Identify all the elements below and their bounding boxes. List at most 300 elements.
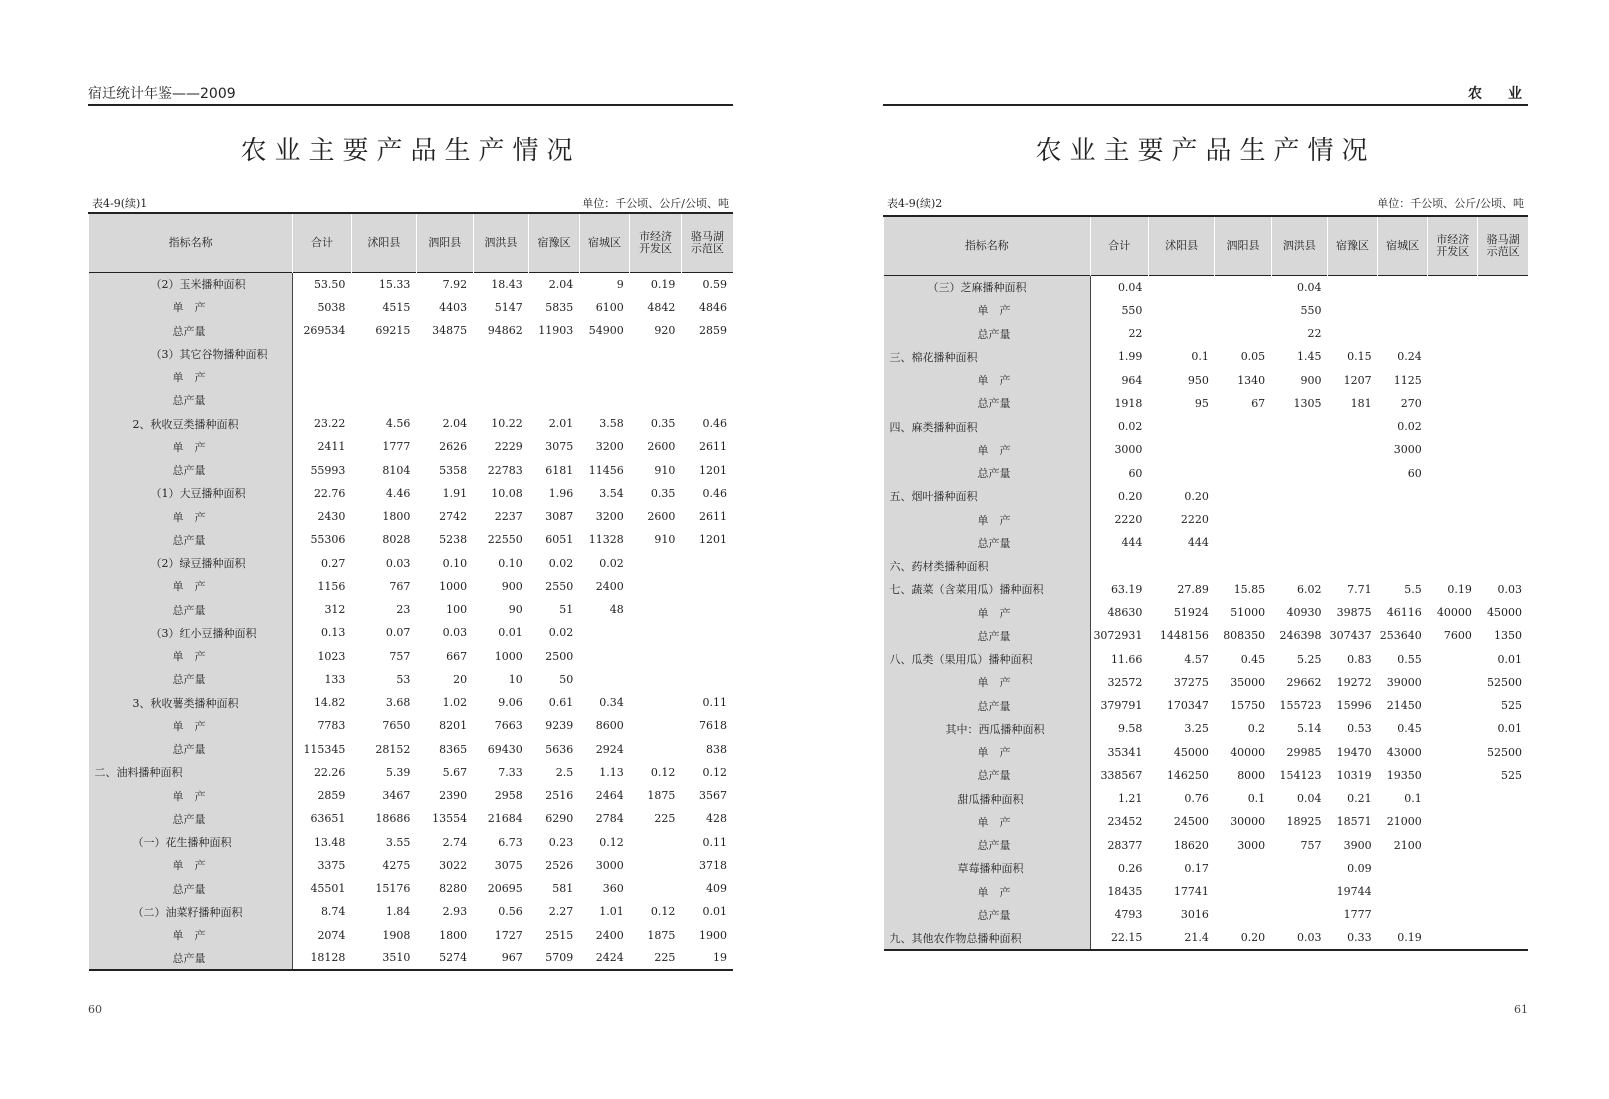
table-cell <box>1271 438 1327 461</box>
table-cell: 19350 <box>1386 768 1422 782</box>
table-cell <box>1428 531 1478 554</box>
table-cell: 3000 <box>1237 838 1266 852</box>
table-cell: 1201 <box>699 463 727 477</box>
row-label: 三、棉花播种面积 <box>884 345 1091 368</box>
table-cell <box>1428 927 1478 950</box>
table-cell <box>293 342 352 365</box>
column-header: 泗阳县 <box>416 213 473 273</box>
table-cell: 6.02 <box>1296 582 1322 596</box>
table-cell: 428 <box>706 812 727 826</box>
table-row <box>884 694 1529 717</box>
table-cell: 1777 <box>382 440 411 454</box>
row-label: 单 产 <box>89 854 293 877</box>
table-cell: 1875 <box>647 928 676 942</box>
table-cell <box>1428 392 1478 415</box>
table-cell: 63651 <box>310 812 346 826</box>
table-cell: 5709 <box>545 951 574 965</box>
table-cell: 0.10 <box>498 556 523 570</box>
table-cell: 1.13 <box>599 765 624 779</box>
table-cell: 1.21 <box>1117 792 1143 806</box>
table-cell: 55306 <box>310 533 346 547</box>
table-cell: 2600 <box>647 440 676 454</box>
table-cell <box>681 366 733 389</box>
table-cell: 3200 <box>595 440 624 454</box>
table-cell: 6100 <box>595 300 624 314</box>
table-cell: 45501 <box>310 882 346 896</box>
row-label: （二）油菜籽播种面积 <box>89 900 293 923</box>
table-cell: 3.55 <box>385 835 411 849</box>
table-row <box>884 369 1529 392</box>
table-cell: 0.02 <box>548 626 574 640</box>
table-cell <box>630 854 682 877</box>
table-cell <box>681 575 733 598</box>
table-cell: 1875 <box>647 789 676 803</box>
table-cell: 1023 <box>317 649 346 663</box>
table-cell: 51 <box>559 603 574 617</box>
column-header: 沭阳县 <box>351 213 416 273</box>
table-cell: 7783 <box>317 719 346 733</box>
table-cell: 0.04 <box>1296 792 1322 806</box>
table-cell <box>1327 485 1377 508</box>
table-cell <box>1428 741 1478 764</box>
table-cell <box>1271 415 1327 438</box>
row-label: 单 产 <box>89 505 293 528</box>
yearbook-title: 宿迁统计年鉴——2009 <box>88 86 236 102</box>
table-cell <box>416 366 473 389</box>
table-cell: 0.46 <box>702 486 727 500</box>
table-cell <box>1215 857 1271 880</box>
row-label: 总产量 <box>884 764 1091 787</box>
table-cell: 3075 <box>545 440 574 454</box>
table-cell: 3375 <box>317 858 346 872</box>
table-cell: 3.58 <box>599 417 624 431</box>
table-cell: 63.19 <box>1110 582 1143 596</box>
table-cell: 5358 <box>439 463 468 477</box>
table-cell <box>630 738 682 761</box>
table-cell: 22.15 <box>1110 931 1143 945</box>
table-cell <box>1378 903 1428 926</box>
table-cell <box>351 366 416 389</box>
row-label: 总产量 <box>884 624 1091 647</box>
table-row <box>884 857 1529 880</box>
row-label: 总产量 <box>89 528 293 551</box>
table-cell: 0.12 <box>650 905 676 919</box>
table-cell: 40000 <box>1436 606 1472 620</box>
table-cell <box>1148 276 1214 299</box>
table-cell: 2515 <box>545 928 574 942</box>
row-label: 总产量 <box>89 598 293 621</box>
table-cell: 0.61 <box>548 696 574 710</box>
table-cell: 7.33 <box>498 765 523 779</box>
row-label: 总产量 <box>89 738 293 761</box>
table-cell <box>630 552 682 575</box>
table-cell <box>473 389 529 412</box>
table-cell: 133 <box>324 672 346 686</box>
table-row <box>884 671 1529 694</box>
row-label: 八、瓜类（果用瓜）播种面积 <box>884 648 1091 671</box>
table-row <box>89 761 734 784</box>
table-cell: 0.02 <box>599 556 624 570</box>
table-row <box>89 273 734 296</box>
table-row <box>884 903 1529 926</box>
table-cell: 0.07 <box>385 626 411 640</box>
table-cell: 146250 <box>1166 768 1209 782</box>
table-cell <box>1478 880 1528 903</box>
table-cell: 269534 <box>303 324 346 338</box>
table-cell <box>1478 485 1528 508</box>
table-cell: 39000 <box>1386 675 1422 689</box>
table-cell: 910 <box>654 533 676 547</box>
page-title: 农业主要产品生产情况 <box>1035 136 1376 166</box>
table-cell: 28152 <box>375 742 411 756</box>
table-cell: 21.4 <box>1184 931 1209 945</box>
table-cell: 28377 <box>1107 838 1143 852</box>
table-cell: 37275 <box>1173 675 1209 689</box>
table-cell: 2500 <box>545 649 574 663</box>
table-cell: 45000 <box>1173 745 1209 759</box>
table-cell <box>681 342 733 365</box>
table-cell: 967 <box>501 951 523 965</box>
table-cell <box>1327 299 1377 322</box>
table-cell: 246398 <box>1279 629 1322 643</box>
table-cell: 50 <box>559 672 574 686</box>
table-cell: 100 <box>446 603 468 617</box>
table-cell: 18128 <box>310 951 346 965</box>
table-cell: 0.13 <box>320 626 346 640</box>
table-cell: 15.85 <box>1233 582 1266 596</box>
row-label: 单 产 <box>884 671 1091 694</box>
table-cell: 1340 <box>1237 373 1266 387</box>
table-row <box>89 621 734 644</box>
table-cell <box>1271 508 1327 531</box>
table-cell: 51000 <box>1230 606 1266 620</box>
table-cell: 5835 <box>545 300 574 314</box>
table-cell: 0.02 <box>548 556 574 570</box>
table-cell: 1908 <box>382 928 411 942</box>
table-cell: 3016 <box>1180 908 1209 922</box>
table-cell: 0.03 <box>1497 582 1522 596</box>
table-cell <box>1478 903 1528 926</box>
table-cell: 1.02 <box>442 696 468 710</box>
table-cell: 0.20 <box>1184 489 1209 503</box>
running-head <box>883 84 1528 106</box>
column-header: 骆马湖 示范区 <box>681 213 733 273</box>
table-row <box>884 880 1529 903</box>
table-cell <box>1428 438 1478 461</box>
row-label: 单 产 <box>89 924 293 947</box>
table-cell: 0.83 <box>1347 652 1372 666</box>
table-cell: 5.5 <box>1404 582 1422 596</box>
table-cell: 3567 <box>699 789 727 803</box>
table-cell: 4846 <box>699 300 727 314</box>
table-cell: 20695 <box>487 882 523 896</box>
table-cell <box>681 598 733 621</box>
table-cell: 0.24 <box>1397 350 1422 364</box>
table-row <box>89 854 734 877</box>
table-cell: 757 <box>1300 838 1322 852</box>
row-label: 总产量 <box>89 807 293 830</box>
table-cell <box>473 366 529 389</box>
table-cell: 40000 <box>1230 745 1266 759</box>
table-cell: 22.26 <box>313 765 346 779</box>
table-cell: 2859 <box>317 789 346 803</box>
table-cell: 1727 <box>494 928 523 942</box>
table-cell: 18571 <box>1336 815 1372 829</box>
table-number: 表4-9(续)1 <box>92 197 148 210</box>
table-cell: 0.27 <box>320 556 346 570</box>
table-cell: 2464 <box>595 789 624 803</box>
table-cell <box>630 714 682 737</box>
table-cell: 525 <box>1501 699 1522 713</box>
table-cell: 48 <box>609 603 624 617</box>
table-cell <box>529 366 580 389</box>
column-header: 骆马湖 示范区 <box>1478 216 1528 276</box>
table-cell: 0.1 <box>1191 350 1209 364</box>
table-cell: 1156 <box>317 579 346 593</box>
table-cell <box>579 621 630 644</box>
table-cell: 4275 <box>382 858 411 872</box>
table-cell <box>630 831 682 854</box>
table-cell: 43000 <box>1386 745 1422 759</box>
table-cell: 1777 <box>1343 908 1372 922</box>
table-cell: 0.10 <box>442 556 468 570</box>
table-cell <box>681 552 733 575</box>
table-cell: 379791 <box>1100 699 1143 713</box>
table-cell <box>1478 345 1528 368</box>
table-cell: 35000 <box>1230 675 1266 689</box>
table-cell <box>630 366 682 389</box>
table-cell: 29985 <box>1286 745 1322 759</box>
table-cell <box>1428 345 1478 368</box>
table-cell: 2100 <box>1393 838 1422 852</box>
table-cell: 15.33 <box>378 277 411 291</box>
table-cell <box>1215 903 1271 926</box>
table-cell: 2958 <box>494 789 523 803</box>
table-cell: 7.71 <box>1347 582 1372 596</box>
table-cell: 115345 <box>303 742 346 756</box>
table-row <box>884 741 1529 764</box>
table-cell: 1.96 <box>548 486 574 500</box>
table-cell: 767 <box>389 579 411 593</box>
table-cell <box>1327 462 1377 485</box>
row-label: 总产量 <box>884 392 1091 415</box>
table-cell: 154123 <box>1279 768 1322 782</box>
table-cell: 2229 <box>494 440 523 454</box>
table-cell: 920 <box>654 324 676 338</box>
table-cell: 7650 <box>382 719 411 733</box>
table-row <box>884 392 1529 415</box>
table-cell: 39875 <box>1336 606 1372 620</box>
table-cell <box>1215 276 1271 299</box>
table-cell: 0.26 <box>1117 861 1143 875</box>
table-cell: 5.67 <box>442 765 468 779</box>
table-row <box>89 947 734 970</box>
table-row <box>89 412 734 435</box>
table-cell <box>1271 485 1327 508</box>
table-cell <box>1148 462 1214 485</box>
table-cell: 0.55 <box>1397 652 1422 666</box>
table-cell <box>1478 555 1528 578</box>
table-cell: 67 <box>1251 396 1266 410</box>
table-cell <box>630 598 682 621</box>
table-cell: 950 <box>1187 373 1209 387</box>
table-cell: 4.56 <box>385 417 411 431</box>
table-row <box>89 528 734 551</box>
table-cell: 2430 <box>317 510 346 524</box>
table-row <box>89 668 734 691</box>
row-label: 总产量 <box>884 462 1091 485</box>
table-cell <box>579 342 630 365</box>
row-label: 总产量 <box>89 947 293 970</box>
table-cell: 0.21 <box>1347 792 1372 806</box>
row-label: 五、烟叶播种面积 <box>884 485 1091 508</box>
table-cell: 19470 <box>1336 745 1372 759</box>
table-row <box>89 877 734 900</box>
table-cell: 2600 <box>647 510 676 524</box>
table-cell: 181 <box>1350 396 1372 410</box>
row-label: 总产量 <box>884 322 1091 345</box>
table-cell: 5274 <box>439 951 468 965</box>
table-cell: 1201 <box>699 533 727 547</box>
table-row <box>89 924 734 947</box>
table-cell <box>1215 531 1271 554</box>
table-cell: 2742 <box>439 510 468 524</box>
page-title: 农业主要产品生产情况 <box>240 136 581 166</box>
table-cell: 2237 <box>494 510 523 524</box>
table-cell: 0.03 <box>1296 931 1322 945</box>
table-unit: 单位：千公顷、公斤/公顷、吨 <box>1377 197 1524 210</box>
table-cell: 32572 <box>1107 675 1143 689</box>
column-header: 合计 <box>1090 216 1148 276</box>
table-cell <box>1428 555 1478 578</box>
section-title: 农 业 <box>1468 86 1528 102</box>
table-row <box>884 834 1529 857</box>
table-cell <box>579 389 630 412</box>
table-cell: 21450 <box>1386 699 1422 713</box>
table-cell <box>1215 322 1271 345</box>
table-cell: 4.57 <box>1184 652 1209 666</box>
table-cell: 5.25 <box>1296 652 1322 666</box>
table-cell: 22 <box>1307 327 1322 341</box>
table-cell: 2924 <box>595 742 624 756</box>
row-label: 单 产 <box>884 369 1091 392</box>
table-cell: 1207 <box>1343 373 1372 387</box>
table-cell <box>630 668 682 691</box>
table-cell <box>1090 555 1148 578</box>
running-head <box>88 84 733 106</box>
row-label: 单 产 <box>89 714 293 737</box>
table-row <box>884 299 1529 322</box>
table-cell: 40930 <box>1286 606 1322 620</box>
table-row <box>884 764 1529 787</box>
table-cell: 15750 <box>1230 699 1266 713</box>
table-cell: 4.46 <box>385 486 411 500</box>
table-row <box>884 345 1529 368</box>
table-row <box>884 624 1529 647</box>
table-cell: 17741 <box>1173 885 1209 899</box>
table-row <box>884 276 1529 299</box>
table-cell: 1000 <box>494 649 523 663</box>
table-cell: 0.03 <box>442 626 468 640</box>
table-cell: 0.1 <box>1247 792 1266 806</box>
table-cell: 23.22 <box>313 417 346 431</box>
table-cell <box>1428 369 1478 392</box>
row-label: 单 产 <box>884 601 1091 624</box>
table-cell: 60 <box>1128 466 1143 480</box>
table-cell: 581 <box>552 882 574 896</box>
table-cell <box>1215 485 1271 508</box>
row-label: 单 产 <box>884 299 1091 322</box>
row-label: （3）红小豆播种面积 <box>89 621 293 644</box>
table-cell: 0.11 <box>702 835 727 849</box>
table-cell: 5.39 <box>385 765 411 779</box>
table-cell: 5636 <box>545 742 574 756</box>
table-cell: 550 <box>1300 303 1322 317</box>
table-cell <box>1215 508 1271 531</box>
row-label: 单 产 <box>884 810 1091 833</box>
table-cell: 2516 <box>545 789 574 803</box>
column-header: 宿城区 <box>1378 216 1428 276</box>
table-cell: 444 <box>1121 536 1143 550</box>
column-header: 泗洪县 <box>1271 216 1327 276</box>
table-meta <box>883 193 1528 211</box>
table-cell: 5147 <box>494 300 523 314</box>
table-cell: 2859 <box>699 324 727 338</box>
table-row <box>884 927 1529 950</box>
table-cell: 3000 <box>595 858 624 872</box>
table-cell: 52500 <box>1487 745 1522 759</box>
table-cell: 0.15 <box>1347 350 1372 364</box>
table-cell: 2390 <box>439 789 468 803</box>
table-cell <box>681 645 733 668</box>
column-header: 宿豫区 <box>1327 216 1377 276</box>
row-label: 单 产 <box>884 438 1091 461</box>
table-cell: 19272 <box>1336 675 1372 689</box>
table-cell: 18435 <box>1107 885 1143 899</box>
table-cell: 2.74 <box>442 835 468 849</box>
row-label: （一）花生播种面积 <box>89 831 293 854</box>
table-cell: 2550 <box>545 579 574 593</box>
table-cell: 0.59 <box>702 277 727 291</box>
table-cell <box>1378 485 1428 508</box>
table-cell: 9.06 <box>498 696 523 710</box>
table-cell: 24500 <box>1173 815 1209 829</box>
table-cell <box>630 575 682 598</box>
table-cell: 2526 <box>545 858 574 872</box>
table-cell: 0.2 <box>1247 722 1266 736</box>
table-cell: 0.19 <box>650 277 676 291</box>
table-cell: 3000 <box>1114 443 1143 457</box>
left-page <box>88 0 733 1099</box>
table-cell: 6181 <box>545 463 574 477</box>
table-unit: 单位：千公顷、公斤/公顷、吨 <box>582 197 729 210</box>
page-number: 60 <box>88 1003 102 1016</box>
table-number: 表4-9(续)2 <box>887 197 943 210</box>
table-cell: 0.03 <box>385 556 411 570</box>
table-row <box>884 555 1529 578</box>
table-cell: 0.35 <box>650 417 676 431</box>
table-cell: 7618 <box>699 719 727 733</box>
table-cell: 1.99 <box>1117 350 1143 364</box>
table-cell: 5.14 <box>1296 722 1322 736</box>
table-cell: 667 <box>446 649 468 663</box>
table-cell: 30000 <box>1230 815 1266 829</box>
table-cell: 53.50 <box>313 277 346 291</box>
table-cell: 2411 <box>317 440 346 454</box>
table-cell: 0.76 <box>1184 792 1209 806</box>
table-cell: 2784 <box>595 812 624 826</box>
row-label: 单 产 <box>89 435 293 458</box>
